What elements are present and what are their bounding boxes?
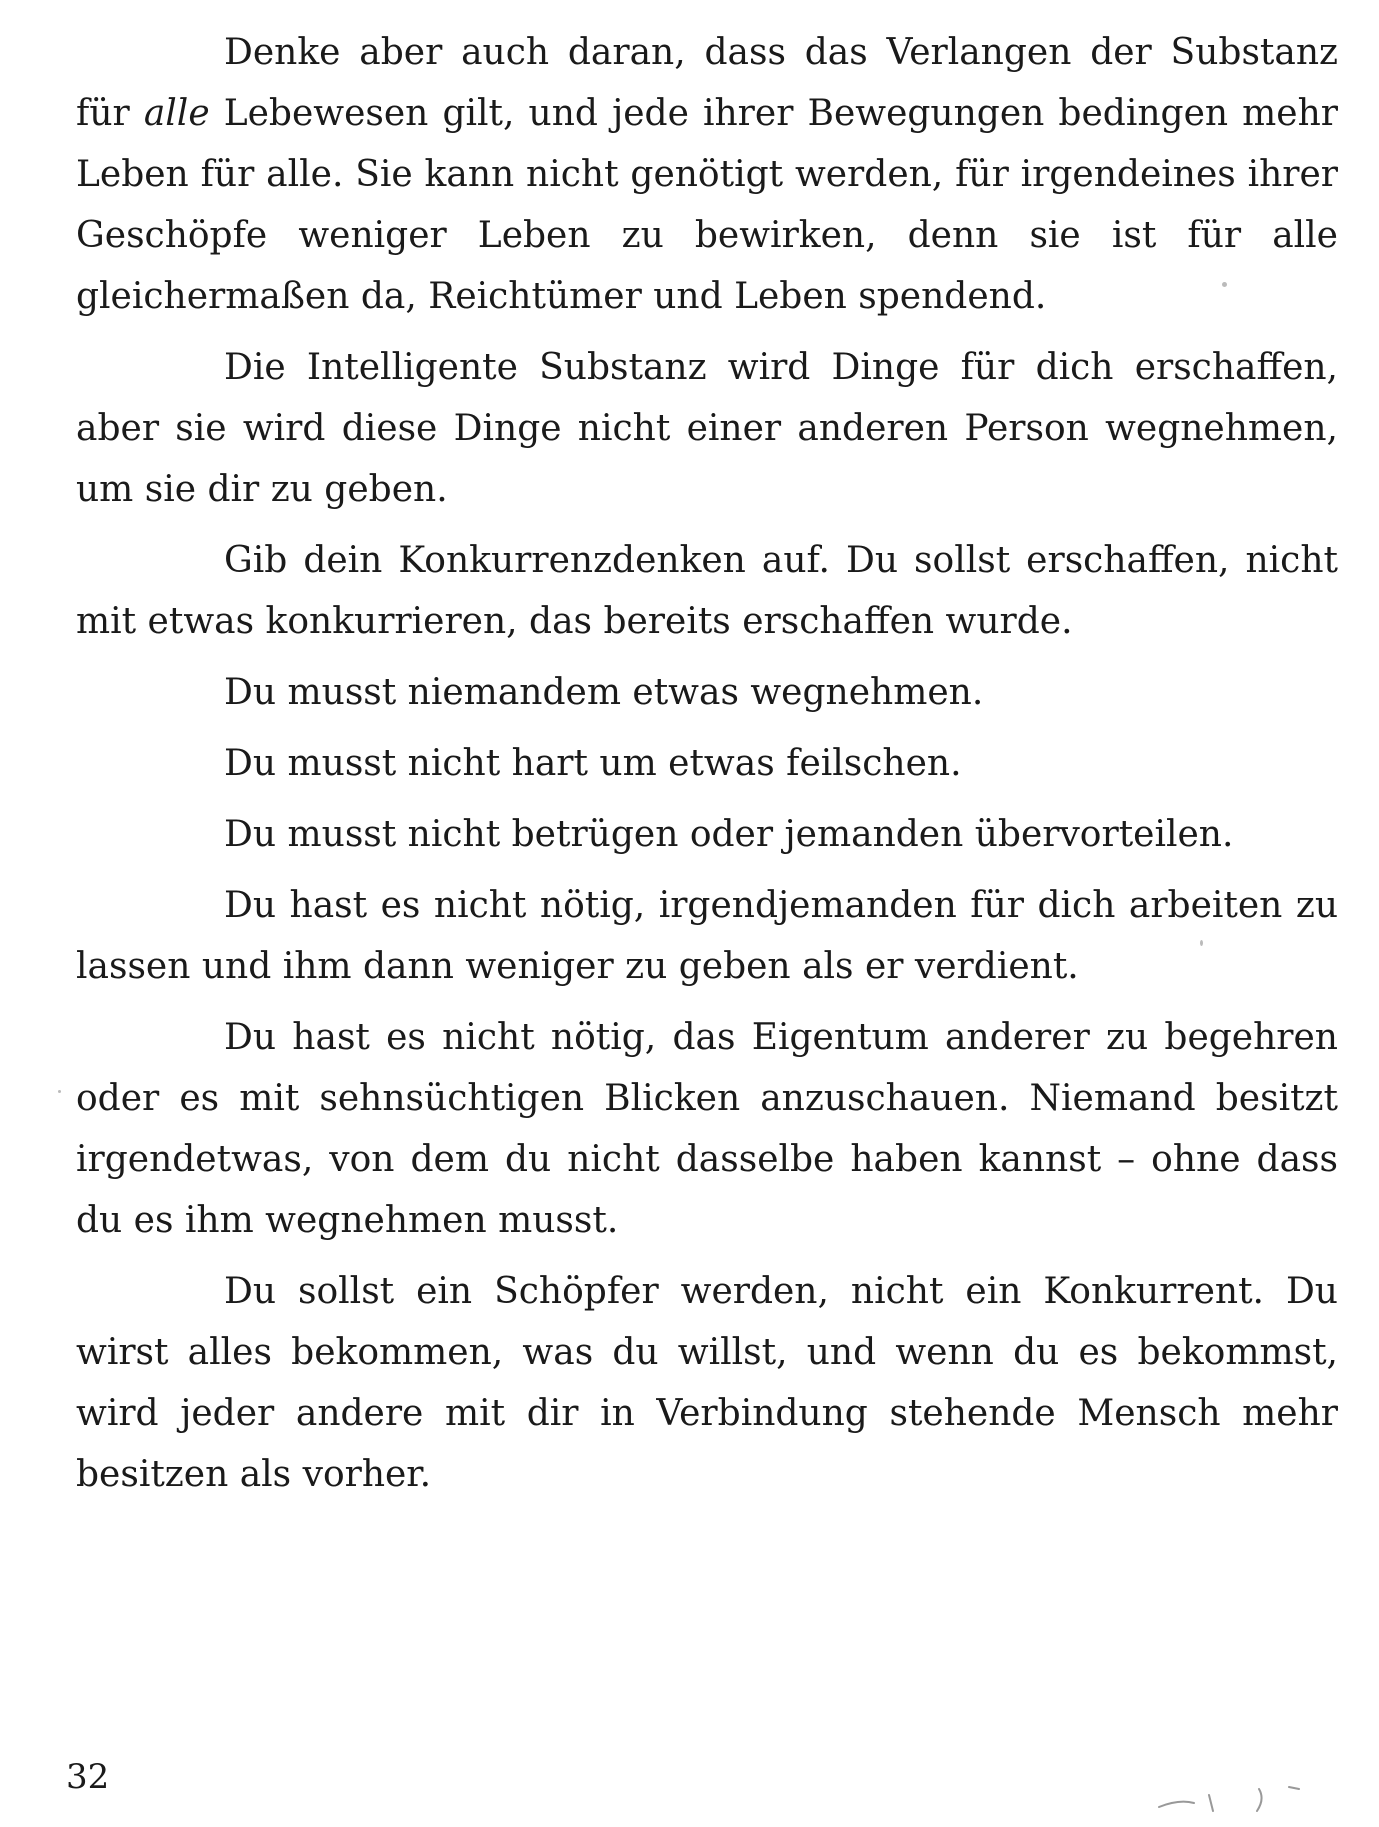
paragraph-8: Du hast es nicht nötig, das Eigentum anderer zu begehren oder es mit sehnsüchtigen Blicken anzuschauen. Niemand besitzt irgendetwas, von dem du nicht dasselbe haben kannst – ohne dass du es ihm wegnehmen musst. (76, 1017, 1338, 1241)
body-text (76, 22, 1338, 1515)
paragraph-1-before: Denke aber auch daran, dass das Verlangen der Substanz für (76, 32, 1338, 134)
paragraph-3: Gib dein Konkurrenzdenken auf. Du sollst erschaffen, nicht mit etwas konkurrieren, das bereits erschaffen wurde. (76, 540, 1338, 642)
emphasis-alle: alle (143, 93, 210, 134)
paragraph-1-after: Lebewesen gilt, und jede ihrer Bewegungen bedingen mehr Leben für alle. Sie kann nicht genötigt werden, für irgendeines ihrer Geschöpfe weniger Leben zu bewirken, denn sie ist für alle gleichermaßen da, Reichtümer und Leben spendend. (76, 93, 1338, 317)
paragraph-4: Du musst niemandem etwas wegnehmen. (224, 672, 984, 713)
page-number: 32 (66, 1757, 110, 1797)
scan-speck (1222, 282, 1227, 287)
scan-speck (1200, 940, 1203, 946)
pencil-mark-icon (1139, 1777, 1319, 1817)
paragraph-9: Du sollst ein Schöpfer werden, nicht ein Konkurrent. Du wirst alles bekommen, was du willst, und wenn du es bekommst, wird jeder andere mit dir in Verbindung stehende Mensch mehr besitzen als vorher. (76, 1271, 1338, 1495)
paragraph-5: Du musst nicht hart um etwas feilschen. (224, 743, 962, 784)
paragraph-2: Die Intelligente Substanz wird Dinge für dich erschaffen, aber sie wird diese Dinge nicht einer anderen Person wegnehmen, um sie dir zu geben. (76, 347, 1338, 510)
paragraph-6: Du musst nicht betrügen oder jemanden übervorteilen. (224, 814, 1234, 855)
paragraph-7: Du hast es nicht nötig, irgendjemanden für dich arbeiten zu lassen und ihm dann weniger zu geben als er verdient. (76, 885, 1338, 987)
paragraph-1 (76, 22, 1338, 327)
scan-speck (58, 1090, 61, 1093)
